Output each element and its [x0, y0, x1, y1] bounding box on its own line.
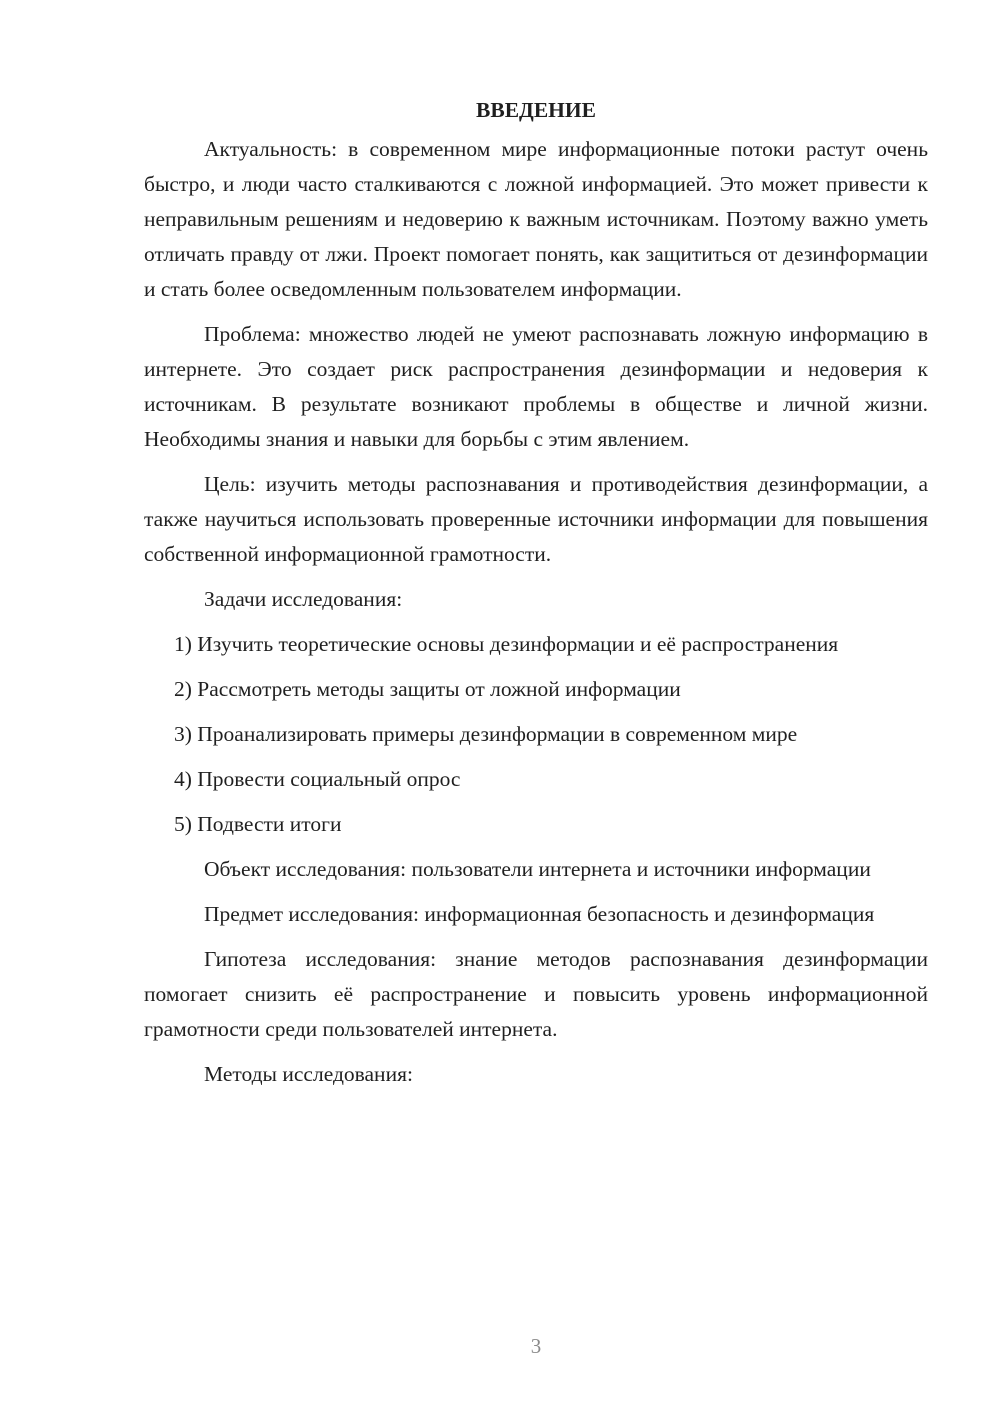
- tasks-heading: Задачи исследования:: [204, 587, 403, 611]
- object-paragraph: Объект исследования: пользователи интернета и источники информации: [204, 857, 871, 881]
- page-content: [144, 96, 928, 1102]
- relevance-paragraph: Актуальность: в современном мире информационные потоки растут очень быстро, и люди часто сталкиваются с ложной информацией. Это может привести к неправильным решениям и недоверию к важным источникам. Поэтому важно уметь отличать правду от лжи. Проект помогает понять, как защититься от дезинформации и стать более осведомленным пользователем информации.: [144, 137, 928, 301]
- task-item-1: 1) Изучить теоретические основы дезинформации и её распространения: [174, 632, 839, 656]
- task-item-4: 4) Провести социальный опрос: [174, 767, 461, 791]
- hypothesis-paragraph: Гипотеза исследования: знание методов распознавания дезинформации помогает снизить её распространение и повысить уровень информационной грамотности среди пользователей интернета.: [144, 947, 928, 1041]
- subject-paragraph: Предмет исследования: информационная безопасность и дезинформация: [204, 902, 875, 926]
- section-title: ВВЕДЕНИЕ: [476, 98, 596, 122]
- task-item-2: 2) Рассмотреть методы защиты от ложной информации: [174, 677, 681, 701]
- page-number: 3: [530, 1334, 542, 1358]
- goal-paragraph: Цель: изучить методы распознавания и противодействия дезинформации, а также научиться использовать проверенные источники информации для повышения собственной информационной грамотности.: [144, 472, 928, 566]
- methods-heading: Методы исследования:: [204, 1062, 413, 1086]
- problem-paragraph: Проблема: множество людей не умеют распознавать ложную информацию в интернете. Это создает риск распространения дезинформации и недоверия к источникам. В результате возникают проблемы в обществе и личной жизни. Необходимы знания и навыки для борьбы с этим явлением.: [144, 322, 928, 451]
- task-item-3: 3) Проанализировать примеры дезинформации в современном мире: [174, 722, 798, 746]
- task-item-5: 5) Подвести итоги: [174, 812, 342, 836]
